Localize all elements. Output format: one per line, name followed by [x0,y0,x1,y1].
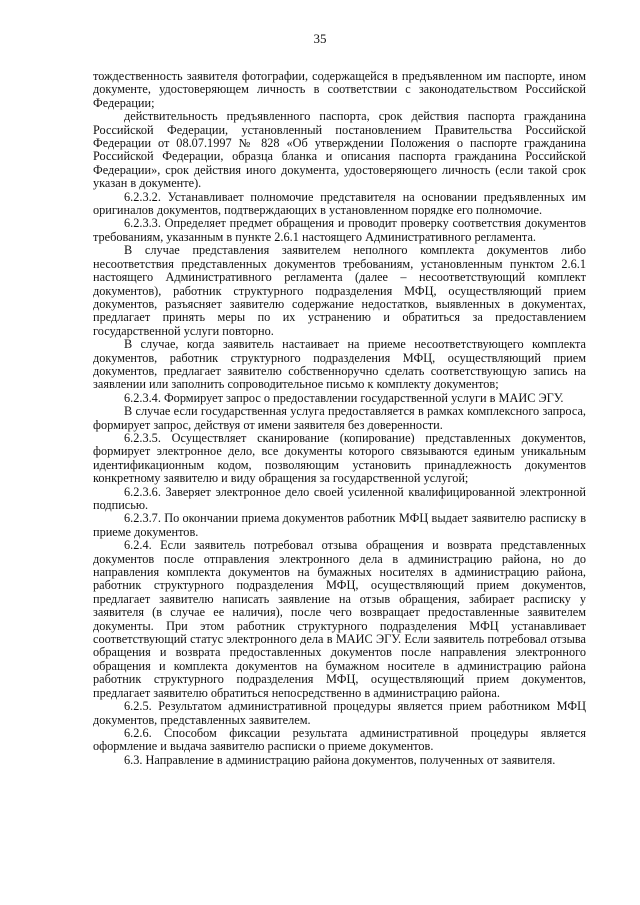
paragraph-6-2-3-4: 6.2.3.4. Формирует запрос о предоставлении государственной услуги в МАИС ЭГУ. [124,390,564,405]
paragraph-6-2-4: 6.2.4. Если заявитель потребовал отзыва обращения и возврата представленных документов после отправления электронного дела в администрацию района, но до направления комплекта документов на бумажных носителях в администрацию района, работник структурного подразделения МФЦ, осуществляющий прием документов, предлагает заявителю написать заявление на отзыв обращения, забирает расписку у заявителя (в случае ее наличия), после чего возвращает предоставленные заявителем документы. При этом работник структурного подразделения МФЦ устанавливает соответствующий статус электронного дела в МАИС ЭГУ. Если заявитель потребовал отзыва обращения и возврата предоставленных документов после направления электронного обращения и комплекта документов на бумажном носителе в администрацию района работник структурного подразделения МФЦ, осуществляющий прием документов, предлагает заявителю обратиться непосредственно в администрацию района. [93,538,586,700]
paragraph-6-2-6: 6.2.6. Способом фиксации результата административной процедуры является оформление и выдача заявителю расписки о приеме документов. [93,725,586,754]
paragraph-applicant-insists: В случае, когда заявитель настаивает на приеме несоответствующего комплекта документов, работник структурного подразделения МФЦ, осуществляющий прием документов, предлагает заявителю собственноручно сделать соответствующую запись на заявлении или заполнить сопроводительное письмо к комплекту документов; [93,337,586,392]
paragraph-incomplete-set: В случае представления заявителем неполного комплекта документов либо несоответствия представленных документов требованиям, установленным пунктом 2.6.1 настоящего Административного регламента (далее – несоответствующий комплект документов), работник структурного подразделения МФЦ, осуществляющий прием документов, разъясняет заявителю содержание недостатков, выявленных в документах, предлагает принять меры по их устранению и обратиться за предоставлением государственной услуги повторно. [93,243,586,338]
paragraph-passport-validity: действительность предъявленного паспорта, срок действия паспорта гражданина Российской Федерации, установленный постановлением Правительства Российской Федерации от 08.07.1997 № 828 «Об утверждении Положения о паспорте гражданина Российской Федерации, образца бланка и описания паспорта гражданина Российской Федерации», срок действия иного документа, удостоверяющего личность (если такой срок указан в документе). [93,109,586,191]
paragraph-6-2-3-6: 6.2.3.6. Заверяет электронное дело своей усиленной квалифицированной электронной подписью. [93,484,586,512]
paragraph-6-2-3-7: 6.2.3.7. По окончании приема документов работник МФЦ выдает заявителю расписку в приеме документов. [93,511,586,539]
paragraph-6-2-3-3: 6.2.3.3. Определяет предмет обращения и проводит проверку соответствия документов требованиям, указанным в пункте 2.6.1 настоящего Административного регламента. [93,216,586,244]
document-body [93,70,586,767]
paragraph-complex-request: В случае если государственная услуга предоставляется в рамках комплексного запроса, формирует запрос, действуя от имени заявителя без доверенности. [93,404,586,432]
page-number: 35 [313,31,327,46]
paragraph-6-3: 6.3. Направление в администрацию района документов, полученных от заявителя. [124,752,556,767]
paragraph-6-2-5: 6.2.5. Результатом административной процедуры является прием работником МФЦ документов, представленных заявителем. [93,699,586,727]
paragraph-6-2-3-2: 6.2.3.2. Устанавливает полномочие представителя на основании предъявленных им оригиналов документов, подтверждающих в установленном порядке его полномочие. [93,189,586,218]
paragraph-6-2-3-5: 6.2.3.5. Осуществляет сканирование (копирование) представленных документов, формирует электронное дело, все документы которого связываются единым уникальным идентификационным кодом, позволяющим установить принадлежность документов конкретному заявителю и виду обращения за государственной услугой; [93,430,586,486]
paragraph-identity-check: тождественность заявителя фотографии, содержащейся в предъявленном им паспорте, ином документе, удостоверяющем личность в соответствии с законодательством Российской Федерации; [93,69,586,110]
